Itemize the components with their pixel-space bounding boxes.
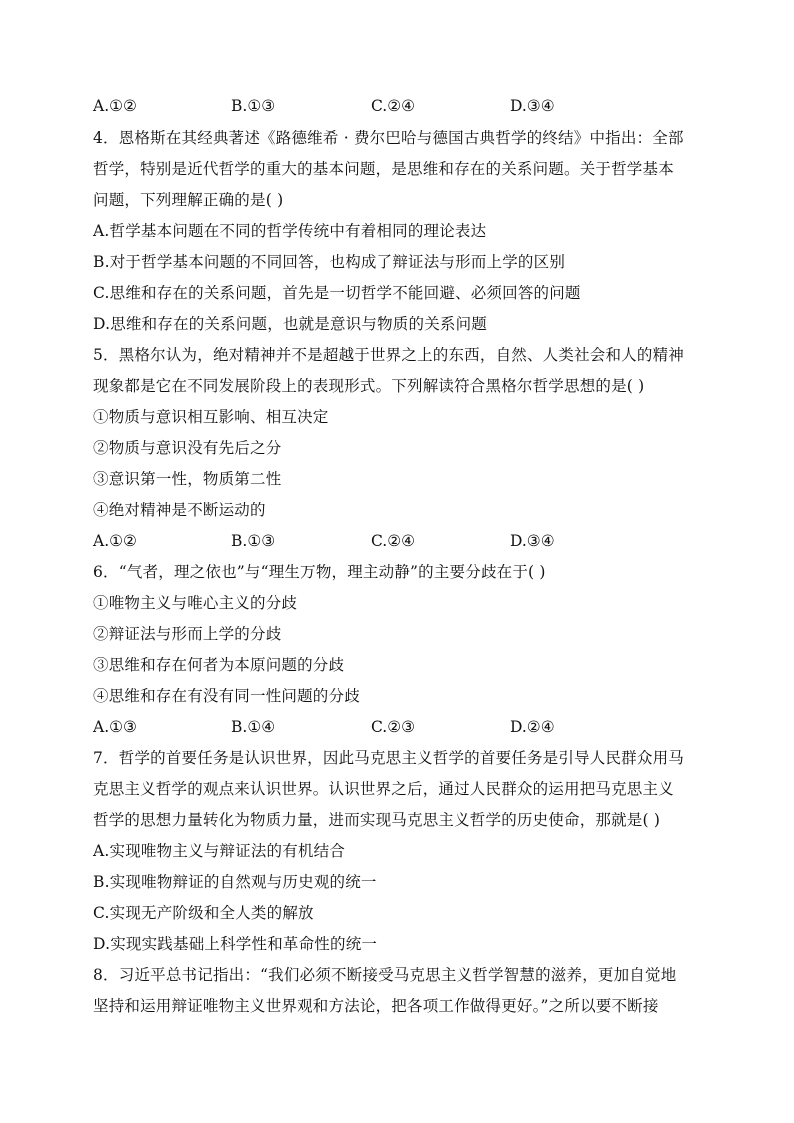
q5-stem-line-2: 现象都是它在不同发展阶段上的表现形式。下列解读符合黑格尔哲学思想的是( ) bbox=[93, 377, 645, 395]
q6-item-3: ③思维和存在何者为本原问题的分歧 bbox=[93, 656, 345, 674]
q5-item-1: ①物质与意识相互影响、相互决定 bbox=[93, 408, 329, 426]
q3-options bbox=[93, 96, 703, 116]
q6-option-d[interactable]: D.②④ bbox=[510, 718, 555, 736]
q5-options bbox=[93, 531, 703, 551]
q5-stem-line-1: 5．黑格尔认为，绝对精神并不是超越于世界之上的东西，自然、人类社会和人的精神 bbox=[93, 346, 684, 364]
q8-stem-line-1: 8．习近平总书记指出：“我们必须不断接受马克思主义哲学智慧的滋养，更加自觉地 bbox=[93, 966, 677, 984]
q6-option-a[interactable]: A.①③ bbox=[93, 718, 137, 736]
q5-option-b[interactable]: B.①③ bbox=[231, 532, 276, 550]
q7-option-a[interactable]: A.实现唯物主义与辩证法的有机结合 bbox=[93, 842, 346, 860]
q6-item-4: ④思维和存在有没有同一性问题的分歧 bbox=[93, 687, 360, 705]
q3-option-c[interactable]: C.②④ bbox=[371, 97, 416, 115]
q4-stem-line-3: 问题，下列理解正确的是( ) bbox=[93, 191, 284, 209]
q6-item-1: ①唯物主义与唯心主义的分歧 bbox=[93, 594, 298, 612]
q5-option-c[interactable]: C.②④ bbox=[371, 532, 416, 550]
q6-options bbox=[93, 717, 703, 737]
q3-option-a[interactable]: A.①② bbox=[93, 97, 137, 115]
q7-stem-line-1: 7．哲学的首要任务是认识世界，因此马克思主义哲学的首要任务是引导人民群众用马 bbox=[93, 749, 684, 767]
q6-option-c[interactable]: C.②③ bbox=[371, 718, 416, 736]
q7-option-c[interactable]: C.实现无产阶级和全人类的解放 bbox=[93, 904, 314, 922]
q7-option-d[interactable]: D.实现实践基础上科学性和革命性的统一 bbox=[93, 935, 378, 953]
q4-option-a[interactable]: A.哲学基本问题在不同的哲学传统中有着相同的理论表达 bbox=[93, 222, 487, 240]
q6-option-b[interactable]: B.①④ bbox=[231, 718, 276, 736]
q4-option-b[interactable]: B.对于哲学基本问题的不同回答，也构成了辩证法与形而上学的区别 bbox=[93, 253, 566, 271]
q5-option-a[interactable]: A.①② bbox=[93, 532, 137, 550]
q4-stem-line-2: 哲学，特别是近代哲学的重大的基本问题，是思维和存在的关系问题。关于哲学基本 bbox=[93, 160, 674, 178]
q4-option-d[interactable]: D.思维和存在的关系问题，也就是意识与物质的关系问题 bbox=[93, 315, 488, 333]
q5-item-3: ③意识第一性，物质第二性 bbox=[93, 470, 282, 488]
q4-option-c[interactable]: C.思维和存在的关系问题，首先是一切哲学不能回避、必须回答的问题 bbox=[93, 284, 581, 302]
q7-option-b[interactable]: B.实现唯物辩证的自然观与历史观的统一 bbox=[93, 873, 377, 891]
q3-option-b[interactable]: B.①③ bbox=[231, 97, 276, 115]
q6-stem-line-1: 6．“气者，理之依也”与“理生万物，理主动静”的主要分歧在于( ) bbox=[93, 563, 546, 581]
q6-item-2: ②辩证法与形而上学的分歧 bbox=[93, 625, 282, 643]
q8-stem-line-2: 坚持和运用辩证唯物主义世界观和方法论，把各项工作做得更好。”之所以要不断接 bbox=[93, 997, 659, 1015]
q5-item-2: ②物质与意识没有先后之分 bbox=[93, 439, 282, 457]
q5-option-d[interactable]: D.③④ bbox=[510, 532, 555, 550]
q7-stem-line-2: 克思主义哲学的观点来认识世界。认识世界之后，通过人民群众的运用把马克思主义 bbox=[93, 780, 674, 798]
q5-item-4: ④绝对精神是不断运动的 bbox=[93, 501, 266, 519]
q4-stem-line-1: 4．恩格斯在其经典著述《路德维希 · 费尔巴哈与德国古典哲学的终结》中指出：全部 bbox=[93, 129, 684, 147]
q3-option-d[interactable]: D.③④ bbox=[510, 97, 555, 115]
q7-stem-line-3: 哲学的思想力量转化为物质力量，进而实现马克思主义哲学的历史使命，那就是( ) bbox=[93, 811, 661, 829]
